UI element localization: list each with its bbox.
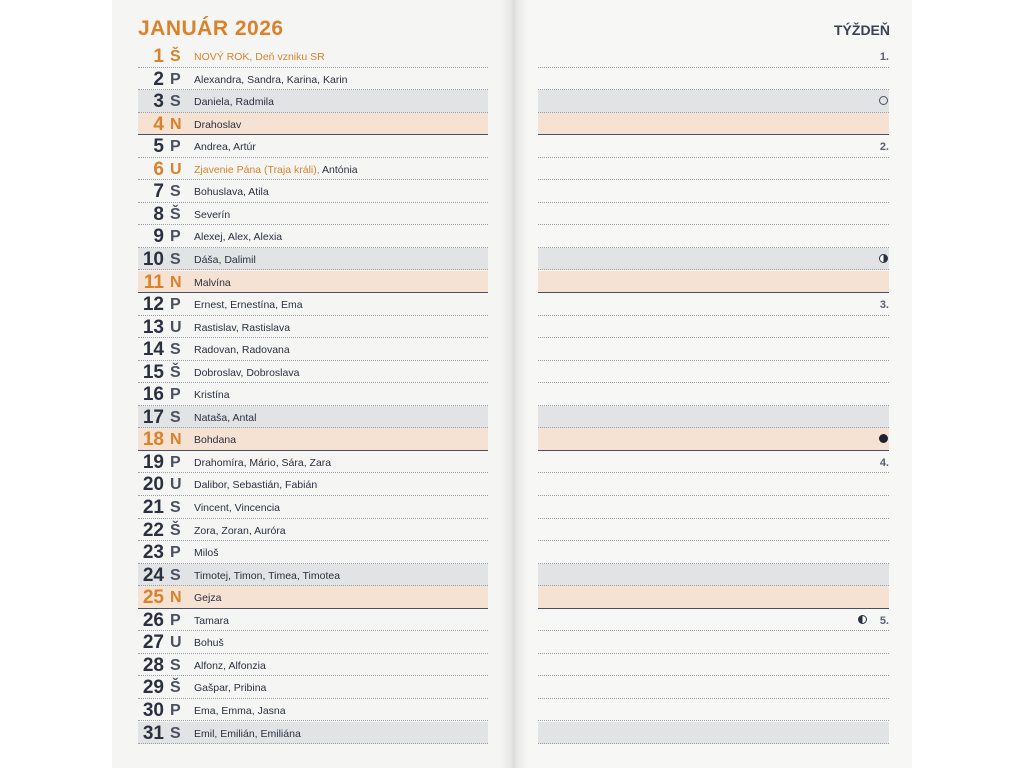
day-number: 21 <box>142 497 164 518</box>
day-number: 6 <box>153 158 164 180</box>
moon-new-icon <box>879 434 888 443</box>
day-row[interactable] <box>138 203 488 226</box>
weekday-letter: S <box>170 341 181 359</box>
name-day <box>194 473 317 497</box>
moon-first-quarter-icon <box>858 615 867 624</box>
name-day-text: Antónia <box>319 163 358 176</box>
note-line[interactable] <box>538 271 889 294</box>
name-day <box>194 180 269 204</box>
day-number: 10 <box>142 248 164 270</box>
day-number: 8 <box>153 203 164 225</box>
day-number: 1 <box>153 46 164 67</box>
day-number: 7 <box>153 181 164 203</box>
day-number: 13 <box>142 316 164 338</box>
page-gutter <box>500 0 528 768</box>
day-number: 19 <box>142 451 164 473</box>
weekday-letter: U <box>170 476 182 494</box>
name-day <box>194 383 230 407</box>
name-day-text: Drahomíra, Mário, Sára, Zara <box>194 456 332 469</box>
name-day-text: Bohdana <box>194 434 237 447</box>
name-day-text: Drahoslav <box>194 118 242 131</box>
name-day-text: Emil, Emilián, Emiliána <box>194 727 301 740</box>
day-row[interactable] <box>138 564 488 587</box>
day-number: 25 <box>142 587 164 609</box>
name-day-text: Malvína <box>194 276 231 289</box>
day-row[interactable] <box>138 586 488 609</box>
weekday-letter: N <box>170 589 182 607</box>
day-row[interactable] <box>138 699 488 722</box>
day-number: 16 <box>142 384 164 406</box>
name-day-text: Rastislav, Rastislava <box>194 321 291 334</box>
weekday-letter: S <box>170 93 181 111</box>
note-line[interactable] <box>538 676 889 699</box>
name-day <box>194 451 331 475</box>
moon-full-icon <box>879 96 888 105</box>
day-row[interactable] <box>138 428 488 451</box>
name-day <box>194 631 224 655</box>
name-day <box>194 609 229 633</box>
name-day <box>194 225 282 249</box>
weekday-letter: Š <box>170 205 181 223</box>
day-number: 11 <box>143 271 164 293</box>
week-number: 3. <box>879 299 889 312</box>
day-row[interactable] <box>138 496 488 519</box>
day-number: 28 <box>142 654 164 676</box>
weekday-letter: U <box>170 634 182 652</box>
name-day-text: Bohuš <box>194 637 224 650</box>
week-number: 4. <box>879 456 889 469</box>
day-number: 12 <box>142 294 164 316</box>
name-day <box>194 45 325 69</box>
day-row[interactable] <box>138 654 488 677</box>
day-row[interactable] <box>138 180 488 203</box>
name-day <box>194 203 230 227</box>
day-row[interactable] <box>138 722 488 745</box>
name-day <box>194 158 358 182</box>
weekday-letter: S <box>170 724 181 742</box>
weekday-letter: S <box>170 656 181 674</box>
day-row[interactable] <box>138 158 488 181</box>
day-row[interactable] <box>138 676 488 699</box>
note-line[interactable] <box>538 609 889 632</box>
weekday-letter: P <box>170 544 181 562</box>
weekday-letter: P <box>170 386 181 404</box>
name-day-text: Radovan, Radovana <box>194 344 290 357</box>
note-line[interactable] <box>538 451 889 474</box>
week-column-header: TÝŽDEŇ <box>834 22 890 38</box>
day-row[interactable] <box>138 316 488 339</box>
weekday-letter: U <box>170 318 182 336</box>
name-day-text: Severín <box>194 208 231 221</box>
name-day <box>194 654 266 678</box>
day-row[interactable] <box>138 338 488 361</box>
day-row[interactable] <box>138 541 488 564</box>
weekday-letter: Š <box>170 679 181 697</box>
name-day-text: Ema, Emma, Jasna <box>194 704 286 717</box>
day-number: 30 <box>142 699 164 721</box>
note-line[interactable] <box>538 68 889 91</box>
day-row[interactable] <box>138 406 488 429</box>
weekday-letter: S <box>170 566 181 584</box>
note-line[interactable] <box>538 541 889 564</box>
day-number: 31 <box>142 722 164 744</box>
weekday-letter: Š <box>170 521 181 539</box>
day-number: 17 <box>142 406 164 428</box>
name-day <box>194 271 231 295</box>
day-row[interactable] <box>138 451 488 474</box>
weekday-letter: P <box>170 453 181 471</box>
name-day-text: Tamara <box>194 614 230 627</box>
day-number: 22 <box>142 519 164 541</box>
day-row[interactable] <box>138 135 488 158</box>
name-day-text: Alfonz, Alfonzia <box>194 659 266 672</box>
day-number: 15 <box>142 361 164 383</box>
day-number: 5 <box>153 136 164 158</box>
day-number: 2 <box>153 68 164 90</box>
weekday-letter: S <box>170 408 181 426</box>
day-number: 14 <box>142 339 164 361</box>
day-number: 3 <box>153 91 164 113</box>
name-day <box>194 496 280 520</box>
day-number: 26 <box>142 609 164 631</box>
day-number: 9 <box>153 226 164 248</box>
note-line[interactable] <box>538 519 889 542</box>
name-day-text: Timotej, Timon, Timea, Timotea <box>194 569 341 582</box>
weekday-letter: Š <box>170 363 181 381</box>
day-row[interactable] <box>138 271 488 294</box>
name-day <box>194 338 290 362</box>
name-day-text: Zora, Zoran, Auróra <box>194 524 286 537</box>
note-line[interactable] <box>538 586 889 609</box>
name-day <box>194 586 221 610</box>
name-day <box>194 722 301 746</box>
day-number: 27 <box>142 632 164 654</box>
day-row[interactable] <box>138 609 488 632</box>
week-number: 2. <box>879 141 889 154</box>
day-number: 4 <box>153 113 164 135</box>
name-day <box>194 68 348 92</box>
month-title: JANUÁR 2026 <box>138 17 284 40</box>
weekday-letter: S <box>170 499 181 516</box>
day-row[interactable] <box>138 90 488 113</box>
name-day <box>194 361 299 385</box>
weekday-letter: S <box>170 183 181 201</box>
holiday-label: NOVÝ ROK, Deň vzniku SR <box>194 51 325 63</box>
name-day-text: Nataša, Antal <box>194 411 257 424</box>
name-day-text: Andrea, Artúr <box>194 141 256 154</box>
name-day-text: Dobroslav, Dobroslava <box>194 366 300 379</box>
weekday-letter: P <box>170 138 181 156</box>
day-row[interactable] <box>138 45 488 68</box>
name-day-text: Alexandra, Sandra, Karina, Karin <box>194 73 348 86</box>
note-line[interactable] <box>538 316 889 339</box>
weekday-letter: P <box>170 701 181 719</box>
name-day <box>194 293 303 317</box>
weekday-letter: N <box>170 115 182 133</box>
note-line[interactable] <box>538 225 889 248</box>
name-day-text: Dalibor, Sebastián, Fabián <box>194 479 318 492</box>
name-day-text: Vincent, Vincencia <box>194 502 281 514</box>
day-row[interactable] <box>138 519 488 542</box>
weekday-letter: Š <box>170 48 181 65</box>
name-day <box>194 676 266 700</box>
moon-last-quarter-icon <box>879 254 888 263</box>
name-day <box>194 519 286 543</box>
weekday-letter: P <box>170 296 181 314</box>
name-day <box>194 564 340 588</box>
name-day <box>194 316 290 340</box>
note-line[interactable] <box>538 564 889 587</box>
note-line[interactable] <box>538 428 889 451</box>
name-day-text: Bohuslava, Atila <box>194 186 269 199</box>
note-line[interactable] <box>538 473 889 496</box>
name-day <box>194 541 219 565</box>
name-day-text: Gašpar, Pribina <box>194 682 267 695</box>
day-row[interactable] <box>138 383 488 406</box>
name-day-text: Ernest, Ernestína, Ema <box>194 299 303 312</box>
day-row[interactable] <box>138 361 488 384</box>
note-line[interactable] <box>538 406 889 429</box>
week-number: 5. <box>879 614 889 627</box>
weekday-letter: P <box>170 70 181 88</box>
note-line[interactable] <box>538 699 889 722</box>
day-number: 20 <box>142 474 164 496</box>
note-line[interactable] <box>538 361 889 384</box>
day-number: 23 <box>142 542 164 564</box>
name-day <box>194 248 256 272</box>
weekday-letter: N <box>170 431 182 449</box>
weekday-letter: U <box>170 160 182 178</box>
week-number: 1. <box>879 51 889 63</box>
note-line[interactable] <box>538 248 889 271</box>
day-number: 24 <box>142 564 164 586</box>
day-row[interactable] <box>138 631 488 654</box>
name-day-text: Dáša, Dalimil <box>194 253 256 266</box>
note-line[interactable] <box>538 654 889 677</box>
day-row[interactable] <box>138 473 488 496</box>
name-day <box>194 406 256 430</box>
note-line[interactable] <box>538 338 889 361</box>
holiday-label: Zjavenie Pána (Traja králi), <box>194 163 320 176</box>
note-line[interactable] <box>538 631 889 654</box>
note-line[interactable] <box>538 135 889 158</box>
day-row[interactable] <box>138 248 488 271</box>
name-day-text: Alexej, Alex, Alexia <box>194 231 283 244</box>
day-row[interactable] <box>138 293 488 316</box>
name-day <box>194 428 236 452</box>
note-line[interactable] <box>538 203 889 226</box>
name-day-text: Gejza <box>194 592 222 605</box>
note-line[interactable] <box>538 113 889 136</box>
day-number: 29 <box>142 677 164 699</box>
weekday-letter: P <box>170 611 181 629</box>
name-day <box>194 113 241 137</box>
day-number: 18 <box>142 429 164 451</box>
name-day <box>194 90 274 114</box>
weekday-letter: P <box>170 228 181 246</box>
note-line[interactable] <box>538 293 889 316</box>
day-row[interactable] <box>138 225 488 248</box>
name-day-text: Kristína <box>194 389 230 402</box>
note-line[interactable] <box>538 90 889 113</box>
name-day <box>194 699 286 723</box>
note-line[interactable] <box>538 496 889 519</box>
name-day <box>194 135 256 159</box>
note-line[interactable] <box>538 722 889 745</box>
note-line[interactable] <box>538 383 889 406</box>
note-line[interactable] <box>538 45 889 68</box>
name-day-text: Daniela, Radmila <box>194 96 274 109</box>
note-line[interactable] <box>538 180 889 203</box>
name-day-text: Miloš <box>194 547 219 560</box>
day-row[interactable] <box>138 113 488 136</box>
weekday-letter: S <box>170 250 181 268</box>
day-row[interactable] <box>138 68 488 91</box>
note-line[interactable] <box>538 158 889 181</box>
weekday-letter: N <box>170 273 182 291</box>
